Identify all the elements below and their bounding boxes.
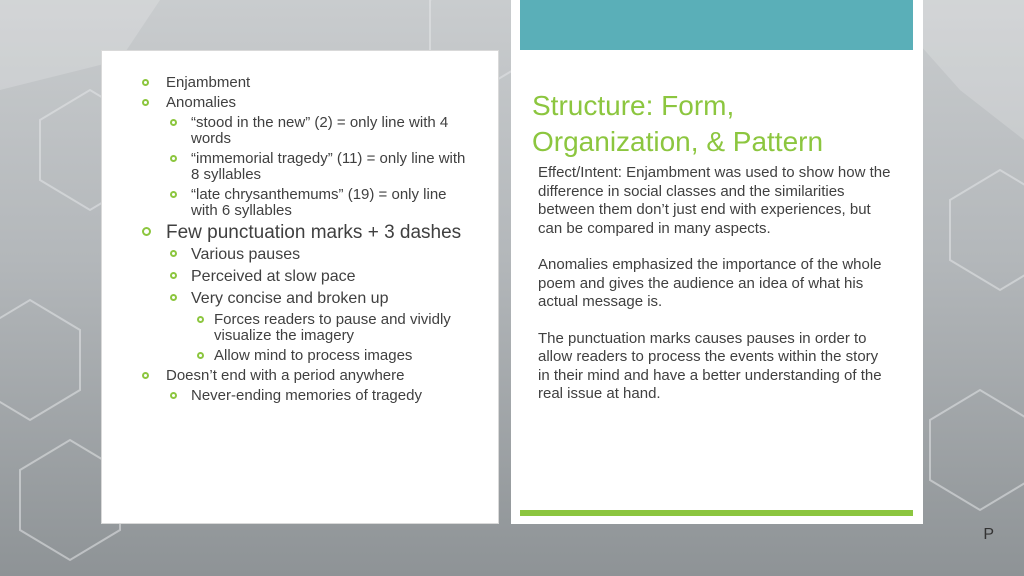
list-item: “late chrysanthemums” (19) = only line with 6 syllables — [142, 187, 472, 219]
header-accent-bar — [520, 0, 913, 50]
body-text — [538, 164, 893, 422]
list-item: Enjambment — [142, 75, 472, 90]
slide-title: Structure: Form, Organization, & Pattern — [532, 90, 824, 157]
list-item: Very concise and broken up — [142, 290, 472, 307]
content-left-panel — [101, 50, 499, 524]
list-item: Doesn’t end with a period anywhere — [142, 368, 472, 383]
list-item: Perceived at slow pace — [142, 268, 472, 285]
list-item: Anomalies — [142, 95, 472, 110]
paragraph: Anomalies emphasized the importance of the whole poem and gives the audience an idea of what his actual message is. — [538, 256, 882, 310]
list-item: Few punctuation marks + 3 dashes — [142, 223, 472, 242]
paragraph: The punctuation marks causes pauses in order to allow readers to process the events within the story in their mind and have a better understanding of the real issue at hand. — [538, 329, 882, 402]
list-item: “immemorial tragedy” (11) = only line with 8 syllables — [142, 151, 472, 183]
footer-letter: P — [983, 526, 994, 543]
list-item: Allow mind to process images — [142, 348, 472, 364]
paragraph: Effect/Intent: Enjambment was used to show how the difference in social classes and the similarities between them don’t just end with experiences, but can be compared in many aspects. — [538, 164, 891, 237]
footer-accent-bar — [520, 510, 913, 516]
list-item: Various pauses — [142, 246, 472, 263]
list-item: Forces readers to pause and vividly visualize the imagery — [142, 312, 472, 344]
list-item: Never-ending memories of tragedy — [142, 388, 472, 404]
content-right-panel — [511, 0, 923, 524]
list-item: “stood in the new” (2) = only line with 4 words — [142, 115, 472, 147]
bullet-list — [142, 75, 472, 408]
